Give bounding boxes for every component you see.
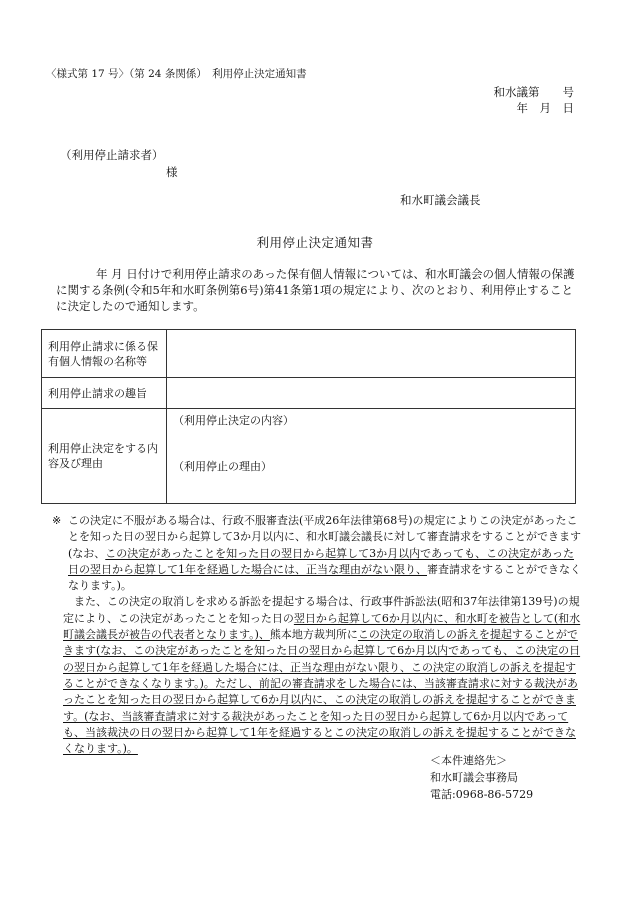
- contact-office: 和水町議会事務局: [430, 771, 518, 784]
- addressee-honorific: 様: [166, 165, 178, 179]
- note-lawsuit-text-1: また、この決定の取消しを求める訴訟を提起する場合は、行政事件訴訟法(昭和37年法律第139号)の規定により、この決定があったことを知った日の: [63, 595, 580, 625]
- table-row: [42, 409, 576, 504]
- decision-reason-sublabel: （利用停止の理由）: [173, 460, 272, 473]
- contact-phone: 電話:0968-86-5729: [430, 788, 534, 801]
- decision-content-cell: [167, 409, 576, 504]
- form-number-header: 〈様式第 17 号〉（第 24 条関係） 利用停止決定通知書: [46, 68, 307, 80]
- note-lawsuit-text-4: この決定の取消しの訴えを提起することができます(なお、この決定があったことを知った日の翌日から起算して6か月以内であっても、この決定の日の翌日から起算して1年を経過した場合には、正当な理由がない限り、この決定の取消しの訴えを提起することができなくなります。)。ただし、前記の審査請求をした場合には、当該審査請求に対する裁決があったことを知った日の翌日から起算して6か月以内に、この決定の取消しの訴えを提起することができます。(なお、当該審査請求に対する裁決があったことを知った日の翌日から起算して6か月以内であっても、当該裁決の日の翌日から起算して1年を経過するとこの決定の取消しの訴えを提起することができなくなります。)。: [63, 628, 581, 756]
- intro-paragraph: 年 月 日付けで利用停止請求のあった保有個人情報については、和水町議会の個人情報の保護に関する条例(令和5年和水町条例第6号)第41条第1項の規定により、次のとおり、利用停止することに決定したので通知します。: [56, 267, 575, 313]
- note-mark: ※: [52, 514, 62, 527]
- decision-content-sublabel: （利用停止決定の内容）: [173, 414, 294, 427]
- table-row: [42, 378, 576, 409]
- request-purpose-value: [167, 378, 576, 409]
- note-appeal-text-2: この決定があったことを知った日の翌日から起算して3か月以内であっても、この決定があった日の翌日から起算して1年を経過した場合には、正当な理由がない限り、: [68, 546, 574, 576]
- note-appeal: [52, 513, 582, 594]
- note-lawsuit-text-2: 翌日から起算して6か月以内に、和水町を被告として(和水町議会議長が被告の代表者となります。)、: [63, 611, 581, 642]
- page-title: 利用停止決定通知書: [256, 235, 374, 250]
- notes-section: [52, 513, 582, 757]
- contact-block: [430, 752, 533, 803]
- info-name-value: [167, 330, 576, 378]
- table-row: [42, 330, 576, 378]
- note-appeal-text-1: この決定に不服がある場合は、行政不服審査法(平成26年法律第68号)の規定によりこの決定があったことを知った日の翌日から起算して3か月以内に、和水町議会議長に対して審査請求をすることができます(なお、: [68, 514, 581, 560]
- addressee-label: （利用停止請求者）: [60, 148, 164, 162]
- contact-heading: ＜本件連絡先＞: [430, 754, 507, 767]
- sender-name: 和水町議会議長: [400, 193, 481, 207]
- row-label-decision-content: 利用停止決定をする内容及び理由: [42, 409, 167, 504]
- row-label-request-purpose: 利用停止請求の趣旨: [42, 378, 167, 409]
- document-date: 年 月 日: [516, 101, 574, 115]
- info-table: [41, 329, 576, 504]
- note-appeal-text-3: 審査請求をすることができなくなります。)。: [68, 562, 581, 593]
- note-lawsuit: [52, 594, 582, 757]
- document-number: 和水議第 号: [493, 85, 574, 99]
- note-lawsuit-text-3: 熊本地方裁判所に: [269, 628, 358, 642]
- row-label-info-name: 利用停止請求に係る保有個人情報の名称等: [42, 330, 167, 378]
